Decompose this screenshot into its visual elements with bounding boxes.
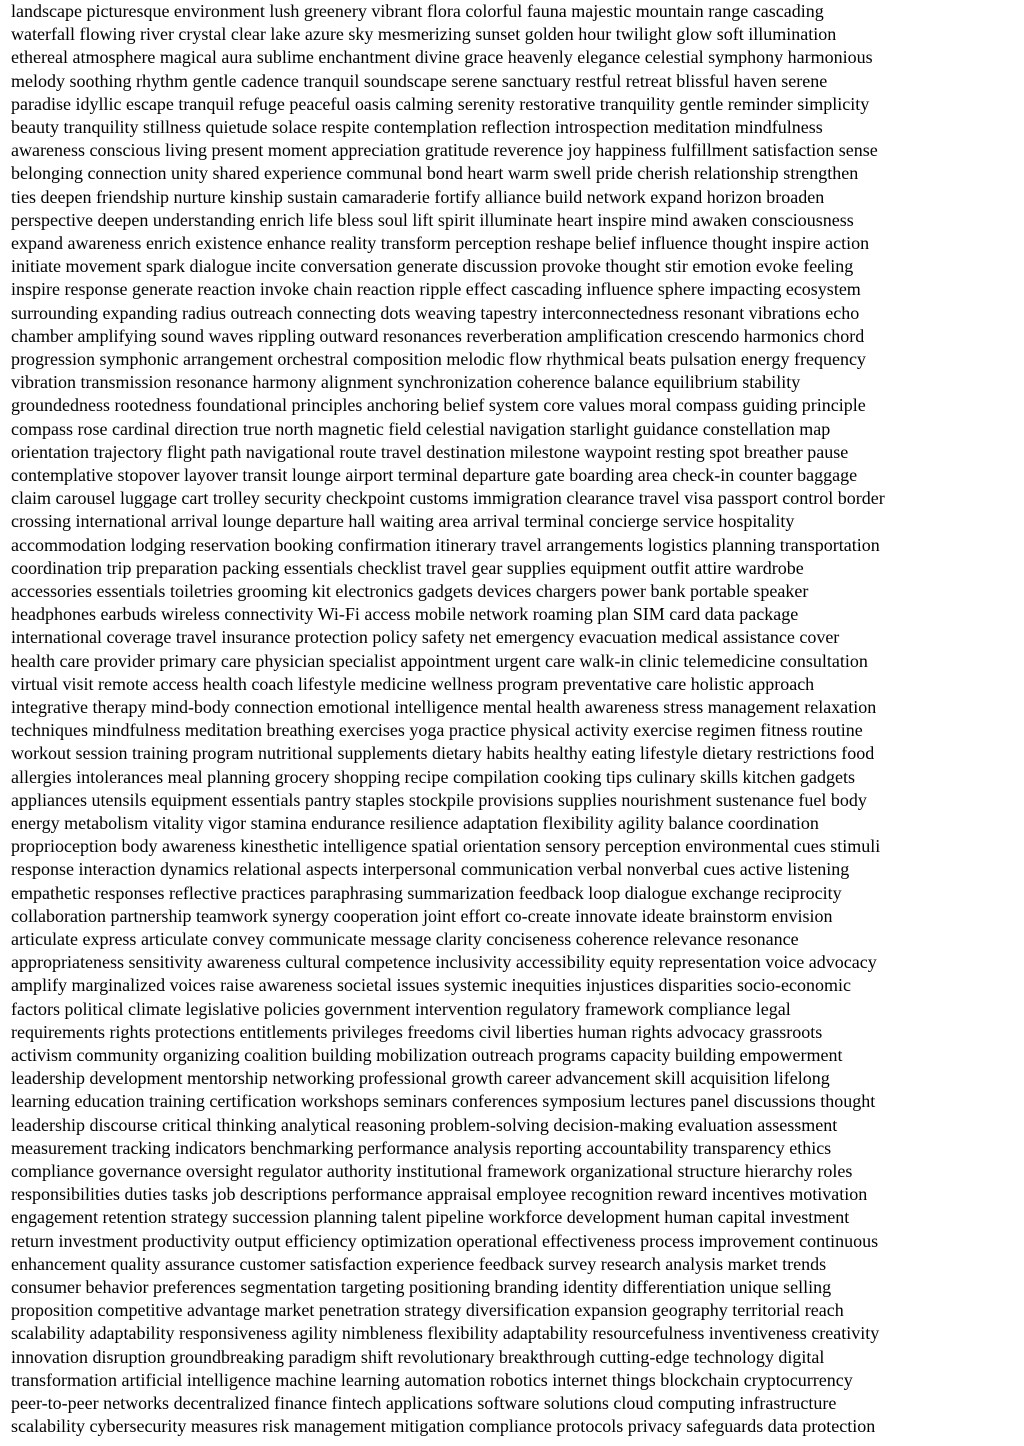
text-line: techniques mindfulness meditation breathing exercises yoga practice physical activity exercise regimen fitness routine <box>11 720 863 741</box>
text-line: expand awareness enrich existence enhance reality transform perception reshape belief influence thought inspire action <box>11 233 870 253</box>
text-line: proprioception body awareness kinesthetic intelligence spatial orientation sensory perception environmental cues stimuli <box>11 836 881 857</box>
text-line: scalability adaptability responsiveness agility nimbleness flexibility adaptability resourcefulness inventiveness creativity <box>11 1323 880 1344</box>
text-line: paradise idyllic escape tranquil refuge peaceful oasis calming serenity restorative tranquility gentle reminder simplicity <box>11 93 870 114</box>
text-line: waterfall flowing river crystal clear lake azure sky mesmerizing sunset golden hour twilight glow soft illumination <box>11 24 837 45</box>
text-line: chamber amplifying sound waves rippling outward resonances reverberation amplification crescendo harmonics chord <box>11 325 865 346</box>
text-line: requirements rights protections entitlements privileges freedoms civil liberties human rights advocacy grassroots <box>11 1021 823 1042</box>
text-line: workout session training program nutritional supplements dietary habits healthy eating lifestyle dietary restrictions food <box>11 743 875 764</box>
text-line: collaboration partnership teamwork synergy cooperation joint effort co-create innovate ideate brainstorm envision <box>11 905 833 926</box>
text-line: contemplative stopover layover transit lounge airport terminal departure gate boarding area check-in counter baggage <box>11 465 858 485</box>
text-line: consumer behavior preferences segmentation targeting positioning branding identity differentiation unique selling <box>11 1277 832 1297</box>
text-line: virtual visit remote access health coach lifestyle medicine wellness program preventative care holistic approach <box>11 673 815 694</box>
text-line: peer-to-peer networks decentralized finance fintech applications software solutions cloud computing infrastructure <box>11 1393 837 1413</box>
text-line: factors political climate legislative policies government intervention regulatory framework compliance legal <box>11 998 791 1019</box>
text-line: enhancement quality assurance customer satisfaction experience feedback survey research analysis market trends <box>11 1253 827 1274</box>
text-line: responsibilities duties tasks job descriptions performance appraisal employee recognition reward incentives motivation <box>11 1184 868 1205</box>
text-line: accessories essentials toiletries grooming kit electronics gadgets devices chargers power bank portable speaker <box>11 581 809 601</box>
text-line: initiate movement spark dialogue incite conversation generate discussion provoke thought stir emotion evoke feeling <box>11 256 854 277</box>
text-line: integrative therapy mind-body connection emotional intelligence mental health awareness stress management relaxation <box>11 697 877 717</box>
text-line: ties deepen friendship nurture kinship sustain camaraderie fortify alliance build network expand horizon broaden <box>11 186 825 207</box>
text-line: leadership development mentorship networking professional growth career advancement skill acquisition lifelong <box>11 1068 830 1089</box>
text-line: appropriateness sensitivity awareness cultural competence inclusivity accessibility equity representation voice advocacy <box>11 952 877 973</box>
text-line: coordination trip preparation packing essentials checklist travel gear supplies equipment outfit attire wardrobe <box>11 557 804 578</box>
text-line: amplify marginalized voices raise awareness societal issues systemic inequities injustices disparities socio-economic <box>11 975 851 996</box>
text-line: ethereal atmosphere magical aura sublime enchantment divine grace heavenly elegance celestial symphony harmonious <box>11 47 873 68</box>
text-line: energy metabolism vitality vigor stamina endurance resilience adaptation flexibility agility balance coordination <box>11 813 819 833</box>
text-line: orientation trajectory flight path navigational route travel destination milestone waypoint resting spot breather pause <box>11 441 849 462</box>
text-line: compass rose cardinal direction true north magnetic field celestial navigation starlight guidance constellation map <box>11 418 831 439</box>
text-line: melody soothing rhythm gentle cadence tranquil soundscape serene sanctuary restful retreat blissful haven serene <box>11 70 828 91</box>
text-line: return investment productivity output efficiency optimization operational effectiveness process improvement continuous <box>11 1230 879 1251</box>
text-line: proposition competitive advantage market penetration strategy diversification expansion geography territorial reach <box>11 1300 844 1321</box>
text-line: empathetic responses reflective practices paraphrasing summarization feedback loop dialogue exchange reciprocity <box>11 882 842 903</box>
text-line: claim carousel luggage cart trolley security checkpoint customs immigration clearance travel visa passport control border <box>11 488 885 509</box>
text-line: response interaction dynamics relational aspects interpersonal communication verbal nonverbal cues active listening <box>11 859 850 880</box>
text-line: inspire response generate reaction invoke chain reaction ripple effect cascading influence sphere impacting ecosystem <box>11 279 861 300</box>
text-line: leadership discourse critical thinking analytical reasoning problem-solving decision-making evaluation assessment <box>11 1114 838 1135</box>
text-line: activism community organizing coalition building mobilization outreach programs capacity building empowerment <box>11 1045 843 1065</box>
text-line: headphones earbuds wireless connectivity Wi-Fi access mobile network roaming plan SIM card data package <box>11 604 799 625</box>
text-line: surrounding expanding radius outreach connecting dots weaving tapestry interconnectedness resonant vibrations echo <box>11 302 860 323</box>
text-line: accommodation lodging reservation booking confirmation itinerary travel arrangements logistics planning transportation <box>11 534 880 555</box>
text-line: beauty tranquility stillness quietude solace respite contemplation reflection introspection meditation mindfulness <box>11 117 823 137</box>
text-line: health care provider primary care physician specialist appointment urgent care walk-in clinic telemedicine consultation <box>11 650 868 671</box>
text-line: vibration transmission resonance harmony alignment synchronization coherence balance equilibrium stability <box>11 372 801 393</box>
text-line: compliance governance oversight regulator authority institutional framework organizational structure hierarchy roles <box>11 1161 853 1181</box>
text-line: engagement retention strategy succession planning talent pipeline workforce development human capital investment <box>11 1207 850 1228</box>
text-line: international coverage travel insurance protection policy safety net emergency evacuation medical assistance cover <box>11 627 840 648</box>
text-line: innovation disruption groundbreaking paradigm shift revolutionary breakthrough cutting-edge technology digital <box>11 1346 825 1367</box>
text-line: measurement tracking indicators benchmarking performance analysis reporting accountability transparency ethics <box>11 1137 832 1158</box>
text-line: crossing international arrival lounge departure hall waiting area arrival terminal concierge service hospitality <box>11 511 795 532</box>
text-line: learning education training certification workshops seminars conferences symposium lectures panel discussions thought <box>11 1091 876 1112</box>
text-line: perspective deepen understanding enrich life bless soul lift spirit illuminate heart inspire mind awaken consciousness <box>11 209 854 230</box>
text-line: transformation artificial intelligence machine learning automation robotics internet things blockchain cryptocurrency <box>11 1369 853 1390</box>
text-line: awareness conscious living present moment appreciation gratitude reverence joy happiness fulfillment satisfaction sense <box>11 140 878 161</box>
text-line: landscape picturesque environment lush greenery vibrant flora colorful fauna majestic mountain range cascading <box>11 1 824 21</box>
text-line: allergies intolerances meal planning grocery shopping recipe compilation cooking tips culinary skills kitchen gadgets <box>11 766 855 787</box>
text-line: groundedness rootedness foundational principles anchoring belief system core values moral compass guiding principle <box>11 395 866 416</box>
text-line: belonging connection unity shared experience communal bond heart warm swell pride cherish relationship strengthen <box>11 163 859 184</box>
text-line: articulate express articulate convey communicate message clarity conciseness coherence relevance resonance <box>11 929 799 949</box>
text-line: progression symphonic arrangement orchestral composition melodic flow rhythmical beats pulsation energy frequency <box>11 349 866 369</box>
text-line: scalability cybersecurity measures risk management mitigation compliance protocols privacy safeguards data protection <box>11 1416 876 1437</box>
text-line: appliances utensils equipment essentials pantry staples stockpile provisions supplies nourishment sustenance fuel body <box>11 789 867 810</box>
